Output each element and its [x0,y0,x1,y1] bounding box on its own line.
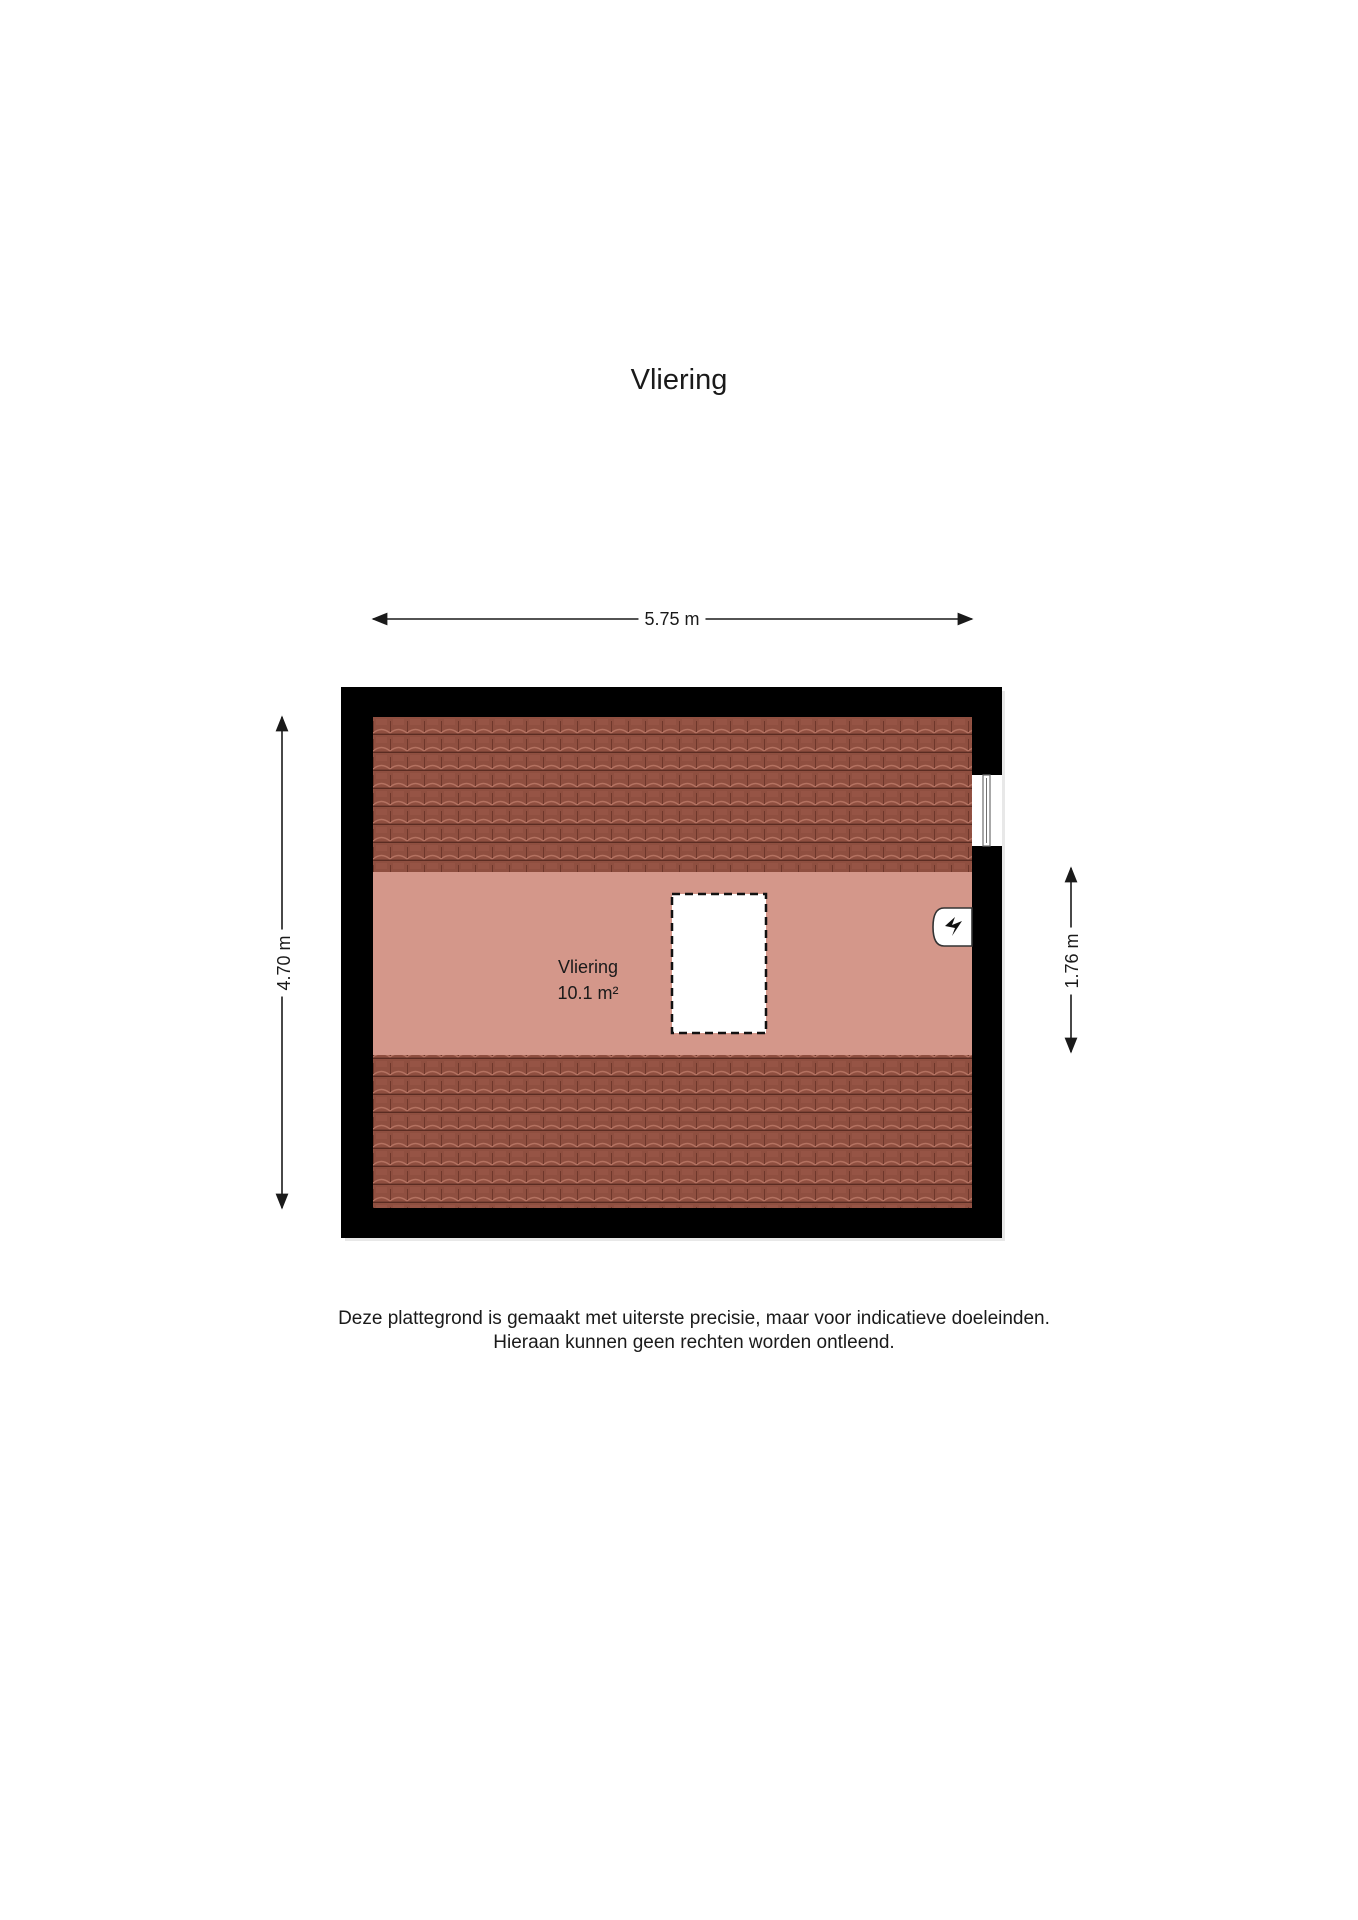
disclaimer-line-1: Deze plattegrond is gemaakt met uiterste precisie, maar voor indicatieve doeleinden. [338,1308,1050,1329]
opening-dimension-label: 1.76 m [1061,927,1083,994]
depth-dimension-label: 4.70 m [273,929,295,996]
room-name: Vliering [557,957,619,977]
room-area: 10.1 m² [557,983,619,1003]
room-label [557,954,618,1006]
roof-slope-bottom [373,1055,972,1208]
floor-title: Vliering [630,364,728,396]
attic-hatch-icon [672,894,766,1033]
disclaimer-line-2: Hieraan kunnen geen rechten worden ontleend. [493,1332,895,1353]
width-dimension-label: 5.75 m [638,608,705,630]
heater-icon [933,908,972,946]
roof-slope-top [373,717,972,872]
disclaimer [0,1307,1358,1355]
